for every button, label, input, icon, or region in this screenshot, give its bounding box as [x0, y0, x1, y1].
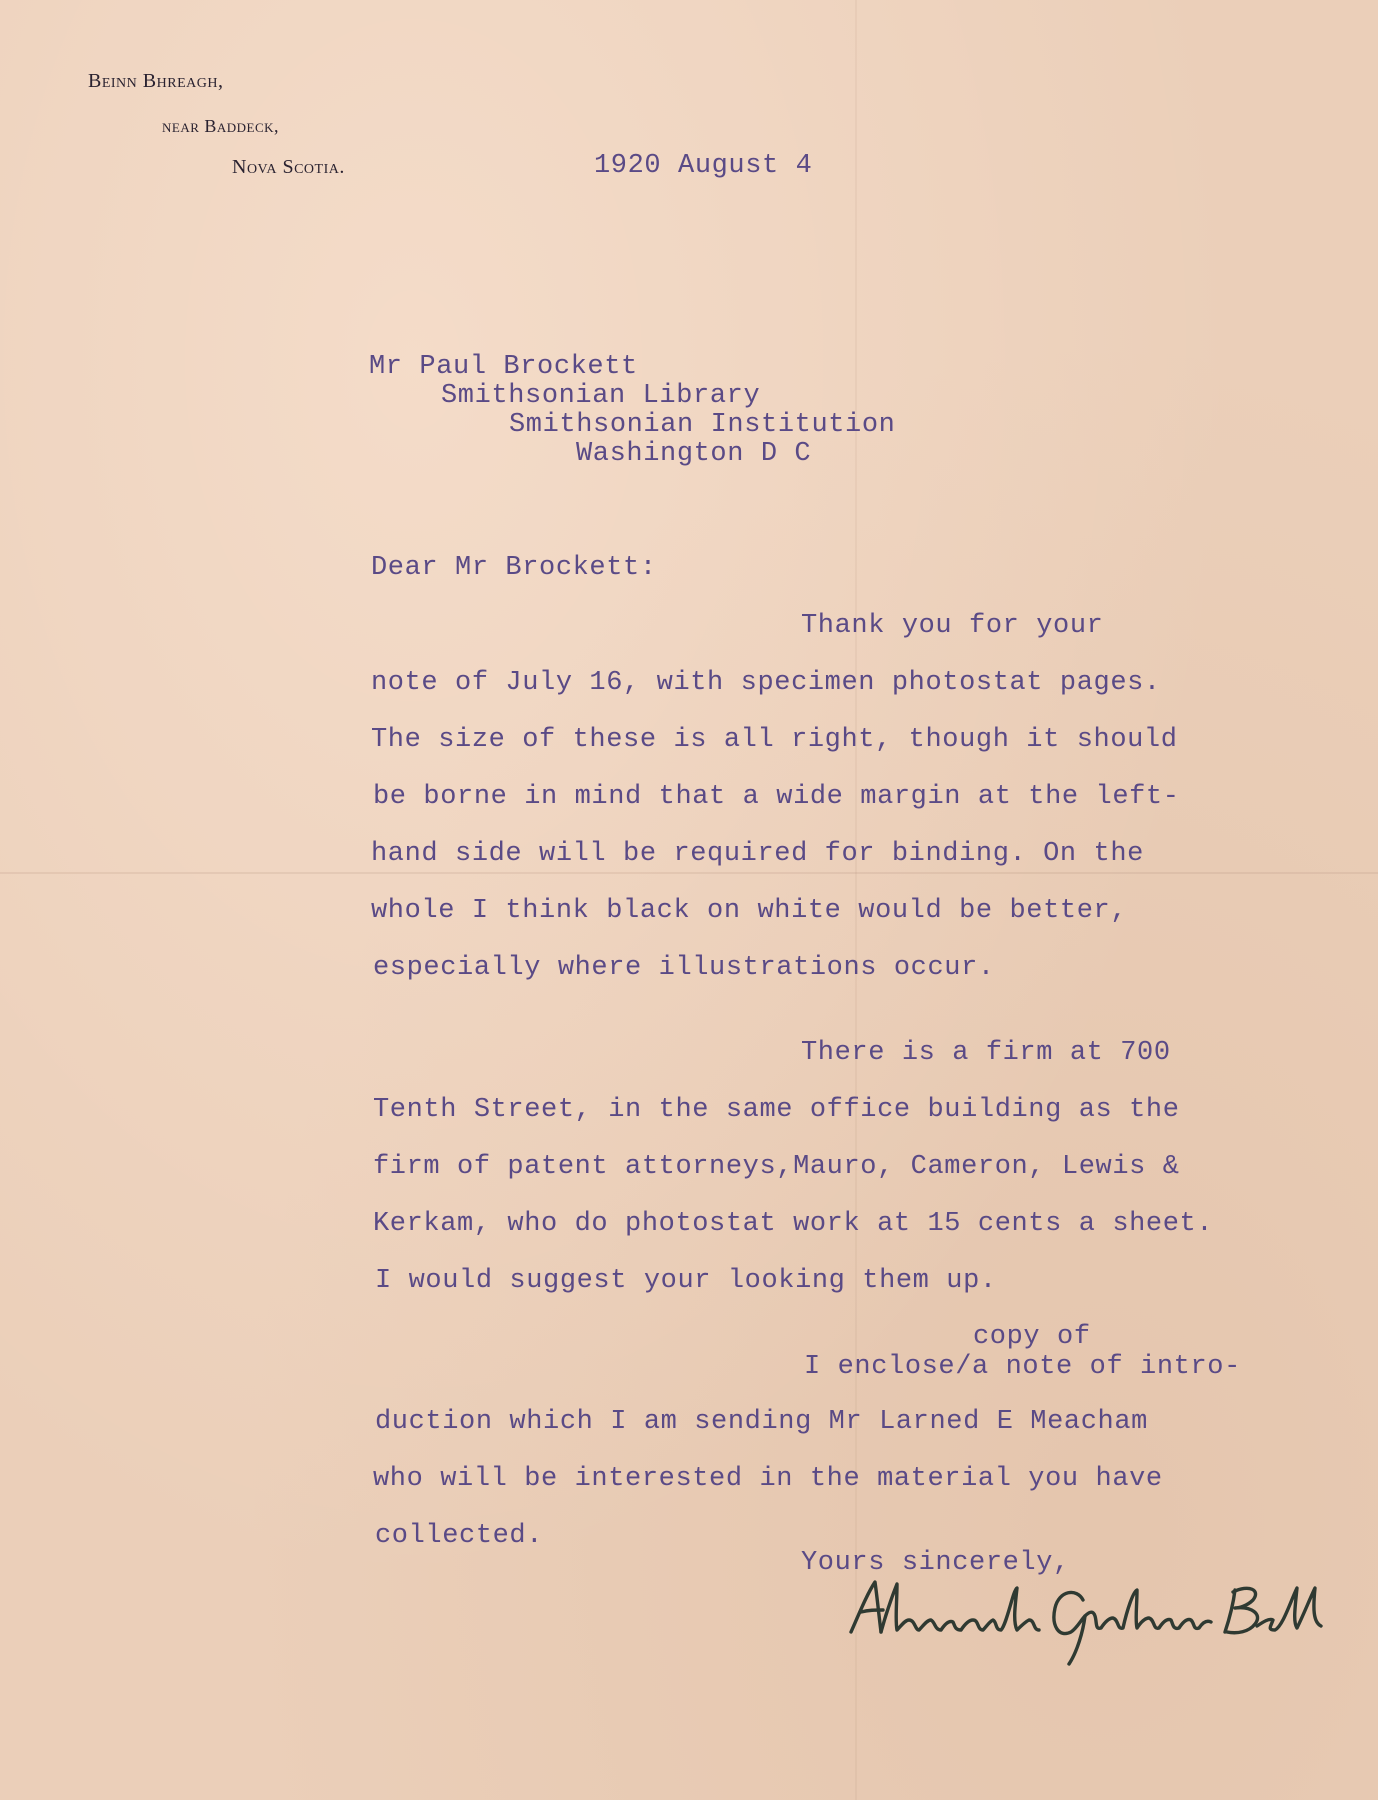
recipient-address-line-3: Washington D C [576, 439, 812, 469]
closing: Yours sincerely, [801, 1548, 1070, 1578]
body-p2-line-2: Tenth Street, in the same office building as the [373, 1095, 1180, 1125]
letterhead-line-3: Nova Scotia. [232, 156, 345, 178]
body-p1-line-2: note of July 16, with specimen photostat pages. [371, 668, 1161, 698]
recipient-name: Mr Paul Brockett [369, 352, 638, 382]
body-p3-line-4: collected. [375, 1521, 544, 1551]
letter-date: 1920 August 4 [594, 151, 813, 181]
recipient-address-line-2: Smithsonian Institution [509, 410, 896, 440]
body-p1-line-4: be borne in mind that a wide margin at the left- [373, 782, 1180, 812]
body-p2-line-5: I would suggest your looking them up. [375, 1266, 997, 1296]
letterhead-line-1: Beinn Bhreagh, [88, 70, 224, 92]
body-p1-line-7: especially where illustrations occur. [373, 953, 995, 983]
body-p1-line-5: hand side will be required for binding. On the [371, 839, 1144, 869]
body-p3-line-1: I enclose/a note of intro- [804, 1352, 1241, 1382]
paper-fold-horizontal [0, 872, 1378, 874]
recipient-address-line-1: Smithsonian Library [441, 381, 761, 411]
salutation: Dear Mr Brockett: [371, 553, 657, 583]
body-p3-insertion: copy of [973, 1322, 1091, 1352]
letterhead-line-2: near Baddeck, [162, 116, 280, 136]
body-p2-line-1: There is a firm at 700 [801, 1038, 1171, 1068]
body-p1-line-1: Thank you for your [801, 611, 1104, 641]
body-p2-line-3: firm of patent attorneys,Mauro, Cameron, Lewis & [373, 1152, 1180, 1182]
body-p2-line-4: Kerkam, who do photostat work at 15 cents a sheet. [373, 1209, 1214, 1239]
body-p1-line-3: The size of these is all right, though it should [371, 725, 1178, 755]
body-p3-line-3: who will be interested in the material you have [373, 1464, 1163, 1494]
body-p3-line-2: duction which I am sending Mr Larned E Meacham [375, 1407, 1148, 1437]
handwritten-signature [845, 1560, 1325, 1670]
body-p1-line-6: whole I think black on white would be better, [371, 896, 1128, 926]
